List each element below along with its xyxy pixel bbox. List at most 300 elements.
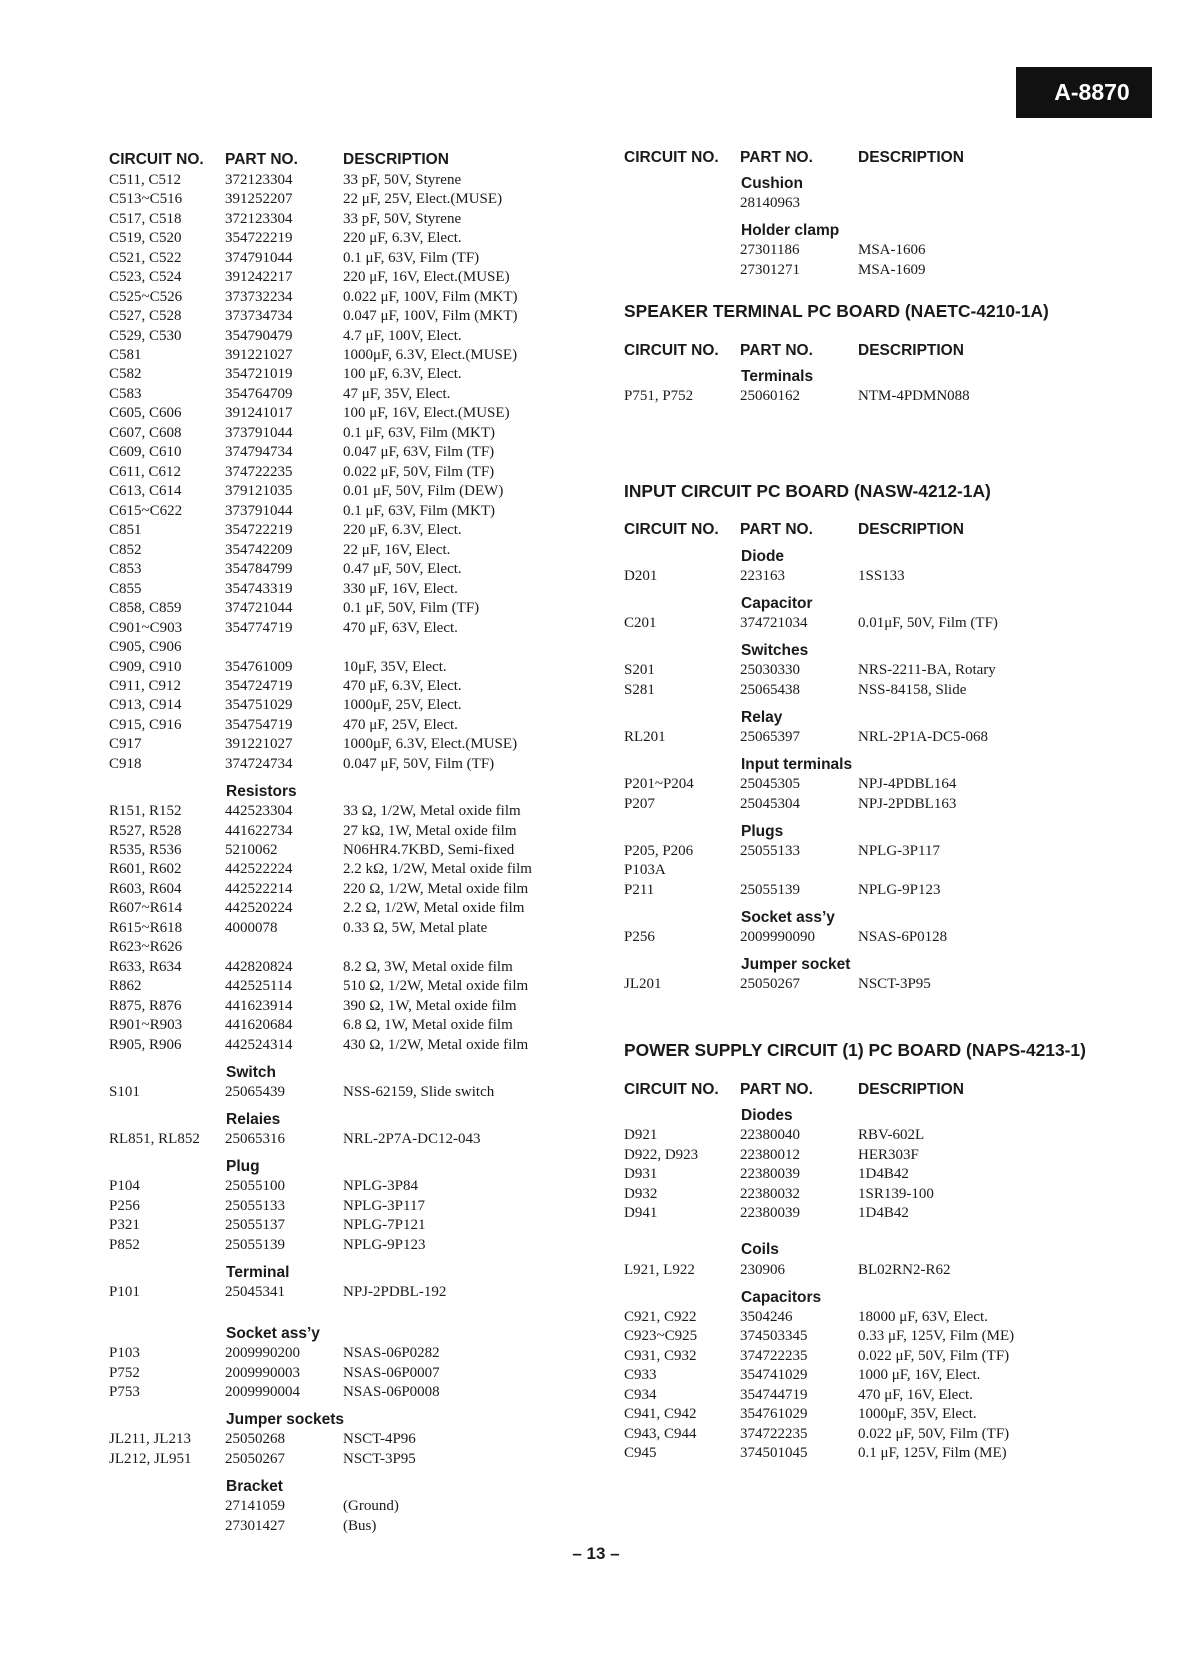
parts-row bbox=[109, 997, 614, 1016]
parts-row bbox=[624, 1347, 1169, 1366]
parts-row bbox=[109, 919, 614, 938]
description-cell: 18000 μF, 63V, Elect. bbox=[858, 1308, 988, 1325]
part-no-cell: 25045305 bbox=[740, 776, 800, 793]
parts-row bbox=[624, 681, 1169, 700]
part-no-cell: 22380040 bbox=[740, 1127, 800, 1144]
parts-row bbox=[624, 567, 1169, 586]
part-no-cell: 354722219 bbox=[225, 522, 293, 539]
group-heading: Capacitors bbox=[741, 1288, 822, 1306]
circuit-no-cell: S101 bbox=[109, 1083, 140, 1100]
parts-row bbox=[624, 1444, 1169, 1463]
description-cell: NTM-4PDMN088 bbox=[858, 388, 970, 405]
parts-row bbox=[624, 975, 1169, 994]
parts-row bbox=[109, 443, 614, 462]
circuit-no-cell: R151, R152 bbox=[109, 803, 182, 820]
description-cell: BL02RN2-R62 bbox=[858, 1261, 951, 1278]
description-cell: N06HR4.7KBD, Semi-fixed bbox=[343, 842, 515, 859]
part-no-cell: 28140963 bbox=[740, 195, 800, 212]
circuit-no-cell: C609, C610 bbox=[109, 444, 182, 461]
part-no-cell: 25050267 bbox=[225, 1450, 285, 1467]
parts-group bbox=[109, 1063, 614, 1103]
part-no-cell: 2009990200 bbox=[225, 1345, 300, 1362]
part-no-cell: 354743319 bbox=[225, 580, 293, 597]
group-heading: Jumper sockets bbox=[226, 1411, 345, 1429]
part-no-cell: 25065439 bbox=[225, 1083, 285, 1100]
parts-row bbox=[109, 658, 614, 677]
description-cell: 0.047 μF, 63V, Film (TF) bbox=[343, 444, 495, 461]
parts-row bbox=[109, 938, 614, 957]
parts-group bbox=[624, 708, 1169, 748]
circuit-no-cell: P103A bbox=[624, 862, 666, 879]
part-no-cell: 354784799 bbox=[225, 561, 293, 578]
description-cell: 1000μF, 35V, Elect. bbox=[858, 1406, 977, 1423]
description-cell: 0.01 μF, 50V, Film (DEW) bbox=[343, 483, 504, 500]
column-header-description: DESCRIPTION bbox=[858, 1080, 964, 1098]
part-no-cell: 442522214 bbox=[225, 880, 293, 897]
description-cell: 220 μF, 16V, Elect.(MUSE) bbox=[343, 269, 510, 286]
circuit-no-cell: C583 bbox=[109, 385, 142, 402]
part-no-cell: 25055100 bbox=[225, 1178, 285, 1195]
circuit-no-cell: C615~C622 bbox=[109, 502, 183, 519]
description-cell: NSS-62159, Slide switch bbox=[343, 1083, 495, 1100]
description-cell: 0.047 μF, 50V, Film (TF) bbox=[343, 755, 495, 772]
parts-row bbox=[624, 1327, 1169, 1346]
parts-row bbox=[109, 541, 614, 560]
column-header-row bbox=[624, 1079, 1169, 1101]
group-heading: Switch bbox=[226, 1063, 276, 1081]
parts-row bbox=[624, 1185, 1169, 1204]
circuit-no-cell: C581 bbox=[109, 347, 142, 364]
circuit-no-cell: C911, C912 bbox=[109, 677, 181, 694]
parts-row bbox=[624, 1405, 1169, 1424]
circuit-no-cell: C605, C606 bbox=[109, 405, 182, 422]
parts-row bbox=[109, 1177, 614, 1196]
column-header-circuit-no: CIRCUIT NO. bbox=[624, 521, 719, 539]
circuit-no-cell: R633, R634 bbox=[109, 958, 182, 975]
parts-row bbox=[109, 482, 614, 501]
parts-row bbox=[624, 661, 1169, 680]
circuit-no-cell: D932 bbox=[624, 1185, 658, 1202]
parts-group bbox=[109, 1477, 614, 1536]
part-no-cell: 374794734 bbox=[225, 444, 293, 461]
circuit-no-cell: C607, C608 bbox=[109, 424, 182, 441]
group-heading: Coils bbox=[741, 1241, 779, 1259]
part-no-cell: 374501045 bbox=[740, 1445, 808, 1462]
parts-row bbox=[109, 385, 614, 404]
group-heading: Holder clamp bbox=[741, 222, 840, 240]
circuit-no-cell: C913, C914 bbox=[109, 697, 182, 714]
part-no-cell: 374722235 bbox=[740, 1425, 808, 1442]
group-heading: Socket ass’y bbox=[226, 1325, 320, 1343]
parts-group bbox=[109, 1110, 614, 1150]
description-cell: 0.1 μF, 63V, Film (TF) bbox=[343, 249, 480, 266]
parts-row bbox=[109, 899, 614, 918]
parts-row bbox=[109, 677, 614, 696]
circuit-no-cell: C923~C925 bbox=[624, 1328, 698, 1345]
circuit-no-cell: D201 bbox=[624, 567, 658, 584]
part-no-cell: 25055133 bbox=[225, 1197, 285, 1214]
parts-row bbox=[624, 1146, 1169, 1165]
board-section-title: INPUT CIRCUIT PC BOARD (NASW-4212-1A) bbox=[624, 480, 991, 501]
description-cell: 1000μF, 6.3V, Elect.(MUSE) bbox=[343, 347, 518, 364]
description-cell: 510 Ω, 1/2W, Metal oxide film bbox=[343, 978, 529, 995]
group-heading: Terminal bbox=[226, 1263, 290, 1281]
part-no-cell: 354724719 bbox=[225, 677, 293, 694]
part-no-cell: 4000078 bbox=[225, 919, 278, 936]
parts-row bbox=[109, 619, 614, 638]
description-cell: 470 μF, 25V, Elect. bbox=[343, 716, 458, 733]
parts-group bbox=[624, 594, 1169, 634]
description-cell: 4.7 μF, 100V, Elect. bbox=[343, 327, 462, 344]
column-header-description: DESCRIPTION bbox=[858, 521, 964, 539]
description-cell: 10μF, 35V, Elect. bbox=[343, 658, 447, 675]
page-number: – 13 – bbox=[572, 1544, 620, 1563]
description-cell: (Ground) bbox=[343, 1498, 399, 1515]
parts-group bbox=[624, 755, 1169, 814]
part-no-cell: 354751029 bbox=[225, 697, 293, 714]
parts-group bbox=[109, 1324, 614, 1403]
parts-row bbox=[624, 387, 1169, 406]
parts-group bbox=[109, 782, 614, 1055]
circuit-no-cell: R607~R614 bbox=[109, 900, 183, 917]
part-no-cell: 354761009 bbox=[225, 658, 293, 675]
part-no-cell: 27301271 bbox=[740, 261, 800, 278]
circuit-no-cell: C513~C516 bbox=[109, 191, 183, 208]
group-heading: Diode bbox=[741, 547, 785, 565]
column-header-circuit-no: CIRCUIT NO. bbox=[624, 341, 719, 359]
circuit-no-cell: C855 bbox=[109, 580, 142, 597]
parts-row bbox=[109, 1364, 614, 1383]
description-cell: 1D4B42 bbox=[858, 1205, 909, 1222]
circuit-no-cell: RL201 bbox=[624, 728, 666, 745]
circuit-no-cell: C901~C903 bbox=[109, 619, 183, 636]
parts-row bbox=[624, 1308, 1169, 1327]
circuit-no-cell: D921 bbox=[624, 1127, 658, 1144]
parts-row bbox=[624, 261, 1169, 280]
group-heading: Jumper socket bbox=[741, 956, 851, 973]
part-no-cell: 25055139 bbox=[740, 881, 800, 898]
part-no-cell: 354744719 bbox=[740, 1386, 808, 1403]
parts-row bbox=[109, 735, 614, 754]
parts-row bbox=[109, 1236, 614, 1255]
description-cell: 33 pF, 50V, Styrene bbox=[343, 210, 462, 227]
description-cell: 0.047 μF, 100V, Film (MKT) bbox=[343, 308, 518, 325]
description-cell: NSAS-6P0128 bbox=[858, 928, 948, 945]
parts-row bbox=[109, 521, 614, 540]
circuit-no-cell: C918 bbox=[109, 755, 142, 772]
description-cell: 1000μF, 25V, Elect. bbox=[343, 697, 462, 714]
parts-row bbox=[109, 249, 614, 268]
description-cell: HER303F bbox=[858, 1146, 919, 1163]
part-no-cell: 25045304 bbox=[740, 795, 800, 812]
part-no-cell: 374791044 bbox=[225, 249, 293, 266]
parts-group bbox=[624, 1106, 1169, 1224]
part-no-cell: 374722235 bbox=[740, 1347, 808, 1364]
parts-row bbox=[624, 614, 1169, 633]
parts-group bbox=[624, 908, 1169, 948]
parts-row bbox=[624, 1366, 1169, 1385]
circuit-no-cell: R901~R903 bbox=[109, 1017, 183, 1034]
column-header-part-no: PART NO. bbox=[225, 150, 298, 168]
parts-row bbox=[624, 928, 1169, 947]
parts-group bbox=[624, 174, 1169, 214]
circuit-no-cell: C511, C512 bbox=[109, 171, 181, 188]
group-heading: Cushion bbox=[741, 175, 803, 192]
parts-row bbox=[109, 1517, 614, 1536]
group-heading: Switches bbox=[741, 642, 809, 660]
parts-row bbox=[109, 1036, 614, 1055]
part-no-cell: 354774719 bbox=[225, 619, 293, 636]
description-cell: NPLG-3P84 bbox=[343, 1178, 419, 1195]
column-header-part-no: PART NO. bbox=[740, 521, 813, 539]
description-cell: NSCT-4P96 bbox=[343, 1431, 416, 1448]
parts-row bbox=[109, 560, 614, 579]
group-heading: Plugs bbox=[741, 822, 784, 840]
description-cell: 47 μF, 35V, Elect. bbox=[343, 385, 451, 402]
description-cell: 33 Ω, 1/2W, Metal oxide film bbox=[343, 803, 521, 820]
parts-row bbox=[624, 1425, 1169, 1444]
description-cell: 470 μF, 16V, Elect. bbox=[858, 1386, 973, 1403]
circuit-no-cell: P211 bbox=[624, 881, 655, 898]
group-heading: Input terminals bbox=[741, 755, 853, 773]
description-cell: 0.1 μF, 50V, Film (TF) bbox=[343, 600, 480, 617]
parts-row bbox=[109, 171, 614, 190]
column-header-row bbox=[624, 340, 1169, 362]
parts-row bbox=[109, 288, 614, 307]
circuit-no-cell: P101 bbox=[109, 1283, 140, 1300]
parts-row bbox=[109, 268, 614, 287]
circuit-no-cell: RL851, RL852 bbox=[109, 1131, 200, 1148]
part-no-cell: 3504246 bbox=[740, 1308, 793, 1325]
description-cell: RBV-602L bbox=[858, 1127, 925, 1144]
part-no-cell: 354764709 bbox=[225, 385, 293, 402]
parts-row bbox=[624, 881, 1169, 900]
circuit-no-cell: C201 bbox=[624, 614, 657, 631]
part-no-cell: 441623914 bbox=[225, 997, 293, 1014]
circuit-no-cell: JL212, JL951 bbox=[109, 1450, 192, 1467]
description-cell: 2.2 Ω, 1/2W, Metal oxide film bbox=[343, 900, 525, 917]
circuit-no-cell: L921, L922 bbox=[624, 1261, 695, 1278]
group-heading: Resistors bbox=[226, 782, 297, 800]
board-section-title: POWER SUPPLY CIRCUIT (1) PC BOARD (NAPS-4213-1) bbox=[624, 1040, 1086, 1061]
group-heading: Capacitor bbox=[741, 594, 813, 612]
circuit-no-cell: P752 bbox=[109, 1364, 140, 1381]
description-cell: (Bus) bbox=[343, 1517, 377, 1534]
parts-row bbox=[109, 229, 614, 248]
part-no-cell: 391252207 bbox=[225, 191, 293, 208]
parts-row bbox=[109, 1450, 614, 1469]
description-cell: 390 Ω, 1W, Metal oxide film bbox=[343, 997, 517, 1014]
description-cell: 8.2 Ω, 3W, Metal oxide film bbox=[343, 958, 513, 975]
group-heading: Relay bbox=[741, 708, 783, 726]
part-no-cell: 354761029 bbox=[740, 1406, 808, 1423]
parts-row bbox=[109, 958, 614, 977]
board-section bbox=[624, 480, 1169, 995]
part-no-cell: 373791044 bbox=[225, 502, 293, 519]
circuit-no-cell: C917 bbox=[109, 736, 142, 753]
description-cell: 0.022 μF, 100V, Film (MKT) bbox=[343, 288, 518, 305]
group-heading: Diodes bbox=[741, 1107, 793, 1125]
part-no-cell: 374721034 bbox=[740, 614, 808, 631]
parts-row bbox=[109, 880, 614, 899]
parts-row bbox=[109, 977, 614, 996]
circuit-no-cell: P852 bbox=[109, 1236, 140, 1253]
board-section bbox=[624, 300, 1169, 407]
parts-group bbox=[624, 641, 1169, 700]
circuit-no-cell: C527, C528 bbox=[109, 308, 182, 325]
part-no-cell: 27301186 bbox=[740, 242, 800, 259]
parts-group bbox=[109, 171, 614, 775]
circuit-no-cell: D922, D923 bbox=[624, 1146, 699, 1163]
parts-row bbox=[109, 755, 614, 774]
part-no-cell: 442525114 bbox=[225, 978, 292, 995]
parts-group bbox=[624, 1288, 1169, 1464]
circuit-no-cell: C853 bbox=[109, 561, 142, 578]
group-heading: Plug bbox=[226, 1158, 260, 1176]
part-no-cell: 5210062 bbox=[225, 842, 278, 859]
parts-row bbox=[109, 1344, 614, 1363]
description-cell: NPLG-9P123 bbox=[858, 881, 941, 898]
description-cell: NSS-84158, Slide bbox=[858, 681, 967, 698]
part-no-cell: 25050268 bbox=[225, 1431, 285, 1448]
circuit-no-cell: C521, C522 bbox=[109, 249, 182, 266]
parts-row bbox=[109, 599, 614, 618]
circuit-no-cell: C915, C916 bbox=[109, 716, 182, 733]
description-cell: NPLG-9P123 bbox=[343, 1236, 426, 1253]
description-cell: 0.01μF, 50V, Film (TF) bbox=[858, 614, 998, 631]
circuit-no-cell: P103 bbox=[109, 1345, 140, 1362]
column-header-description: DESCRIPTION bbox=[858, 341, 964, 359]
circuit-no-cell: P256 bbox=[109, 1197, 140, 1214]
description-cell: 0.022 μF, 50V, Film (TF) bbox=[858, 1347, 1010, 1364]
part-no-cell: 25055139 bbox=[225, 1236, 285, 1253]
parts-row bbox=[109, 346, 614, 365]
parts-row bbox=[624, 861, 1169, 880]
circuit-no-cell: P201~P204 bbox=[624, 776, 694, 793]
description-cell: 0.1 μF, 125V, Film (ME) bbox=[858, 1445, 1007, 1462]
parts-row bbox=[109, 190, 614, 209]
group-heading: Socket ass’y bbox=[741, 908, 835, 926]
parts-row bbox=[109, 424, 614, 443]
circuit-no-cell: C945 bbox=[624, 1445, 657, 1462]
circuit-no-cell: S281 bbox=[624, 681, 655, 698]
parts-group bbox=[624, 221, 1169, 280]
parts-row bbox=[109, 1197, 614, 1216]
description-cell: 220 Ω, 1/2W, Metal oxide film bbox=[343, 880, 529, 897]
board-section bbox=[624, 147, 1169, 281]
description-cell: NPJ-2PDBL163 bbox=[858, 795, 957, 812]
right-parts-column bbox=[624, 0, 1169, 1672]
part-no-cell: 372123304 bbox=[225, 171, 293, 188]
part-no-cell: 354754719 bbox=[225, 716, 293, 733]
description-cell: NPJ-2PDBL-192 bbox=[343, 1283, 447, 1300]
circuit-no-cell: C905, C906 bbox=[109, 639, 182, 656]
part-no-cell: 391221027 bbox=[225, 736, 293, 753]
description-cell: 1000 μF, 16V, Elect. bbox=[858, 1367, 981, 1384]
part-no-cell: 374724734 bbox=[225, 755, 293, 772]
part-no-cell: 25055133 bbox=[740, 842, 800, 859]
description-cell: 0.022 μF, 50V, Film (TF) bbox=[858, 1425, 1010, 1442]
parts-row bbox=[109, 365, 614, 384]
parts-row bbox=[624, 1204, 1169, 1223]
parts-row bbox=[109, 1216, 614, 1235]
description-cell: NSAS-06P0282 bbox=[343, 1345, 440, 1362]
parts-row bbox=[109, 802, 614, 821]
part-no-cell: 25030330 bbox=[740, 662, 800, 679]
description-cell: 0.1 μF, 63V, Film (MKT) bbox=[343, 424, 495, 441]
circuit-no-cell: R905, R906 bbox=[109, 1036, 182, 1053]
circuit-no-cell: P207 bbox=[624, 795, 655, 812]
description-cell: 100 μF, 16V, Elect.(MUSE) bbox=[343, 405, 510, 422]
circuit-no-cell: P751, P752 bbox=[624, 388, 694, 405]
circuit-no-cell: P256 bbox=[624, 928, 655, 945]
part-no-cell: 25045341 bbox=[225, 1283, 285, 1300]
description-cell: NSAS-06P0007 bbox=[343, 1364, 440, 1381]
description-cell: 100 μF, 6.3V, Elect. bbox=[343, 366, 462, 383]
circuit-no-cell: C851 bbox=[109, 522, 142, 539]
part-no-cell: 22380039 bbox=[740, 1205, 800, 1222]
column-header-part-no: PART NO. bbox=[740, 1080, 813, 1098]
circuit-no-cell: C517, C518 bbox=[109, 210, 182, 227]
part-no-cell: 25055137 bbox=[225, 1217, 285, 1234]
part-no-cell: 391221027 bbox=[225, 347, 293, 364]
parts-row bbox=[109, 1383, 614, 1402]
part-no-cell: 230906 bbox=[740, 1261, 785, 1278]
description-cell: 330 μF, 16V, Elect. bbox=[343, 580, 458, 597]
parts-group bbox=[109, 1263, 614, 1303]
parts-row bbox=[109, 1497, 614, 1516]
circuit-no-cell: C613, C614 bbox=[109, 483, 182, 500]
parts-group bbox=[624, 822, 1169, 901]
column-header-row bbox=[624, 519, 1169, 541]
part-no-cell: 374503345 bbox=[740, 1328, 808, 1345]
circuit-no-cell: D931 bbox=[624, 1166, 658, 1183]
parts-row bbox=[109, 638, 614, 657]
parts-row bbox=[624, 1126, 1169, 1145]
part-no-cell: 354742209 bbox=[225, 541, 293, 558]
parts-row bbox=[624, 842, 1169, 861]
description-cell: 220 μF, 6.3V, Elect. bbox=[343, 522, 462, 539]
circuit-no-cell: P753 bbox=[109, 1384, 140, 1401]
parts-row bbox=[109, 502, 614, 521]
description-cell: 33 pF, 50V, Styrene bbox=[343, 171, 462, 188]
board-section bbox=[624, 1039, 1169, 1463]
description-cell: 430 Ω, 1/2W, Metal oxide film bbox=[343, 1036, 529, 1053]
part-no-cell: 25060162 bbox=[740, 388, 800, 405]
part-no-cell: 379121035 bbox=[225, 483, 293, 500]
parts-row bbox=[109, 696, 614, 715]
description-cell: MSA-1609 bbox=[858, 261, 926, 278]
parts-row bbox=[109, 1430, 614, 1449]
parts-row bbox=[624, 728, 1169, 747]
parts-group bbox=[109, 1157, 614, 1255]
circuit-no-cell: C525~C526 bbox=[109, 288, 183, 305]
circuit-no-cell: C931, C932 bbox=[624, 1347, 697, 1364]
description-cell: 0.33 μF, 125V, Film (ME) bbox=[858, 1328, 1015, 1345]
parts-row bbox=[624, 1165, 1169, 1184]
parts-row bbox=[109, 327, 614, 346]
circuit-no-cell: C523, C524 bbox=[109, 269, 182, 286]
parts-row bbox=[109, 1283, 614, 1302]
part-no-cell: 2009990004 bbox=[225, 1384, 300, 1401]
parts-row bbox=[624, 775, 1169, 794]
part-no-cell: 391241017 bbox=[225, 405, 293, 422]
part-no-cell: 354722219 bbox=[225, 230, 293, 247]
circuit-no-cell: C519, C520 bbox=[109, 230, 182, 247]
description-cell: 1D4B42 bbox=[858, 1166, 909, 1183]
circuit-no-cell: R527, R528 bbox=[109, 822, 182, 839]
circuit-no-cell: C933 bbox=[624, 1367, 657, 1384]
